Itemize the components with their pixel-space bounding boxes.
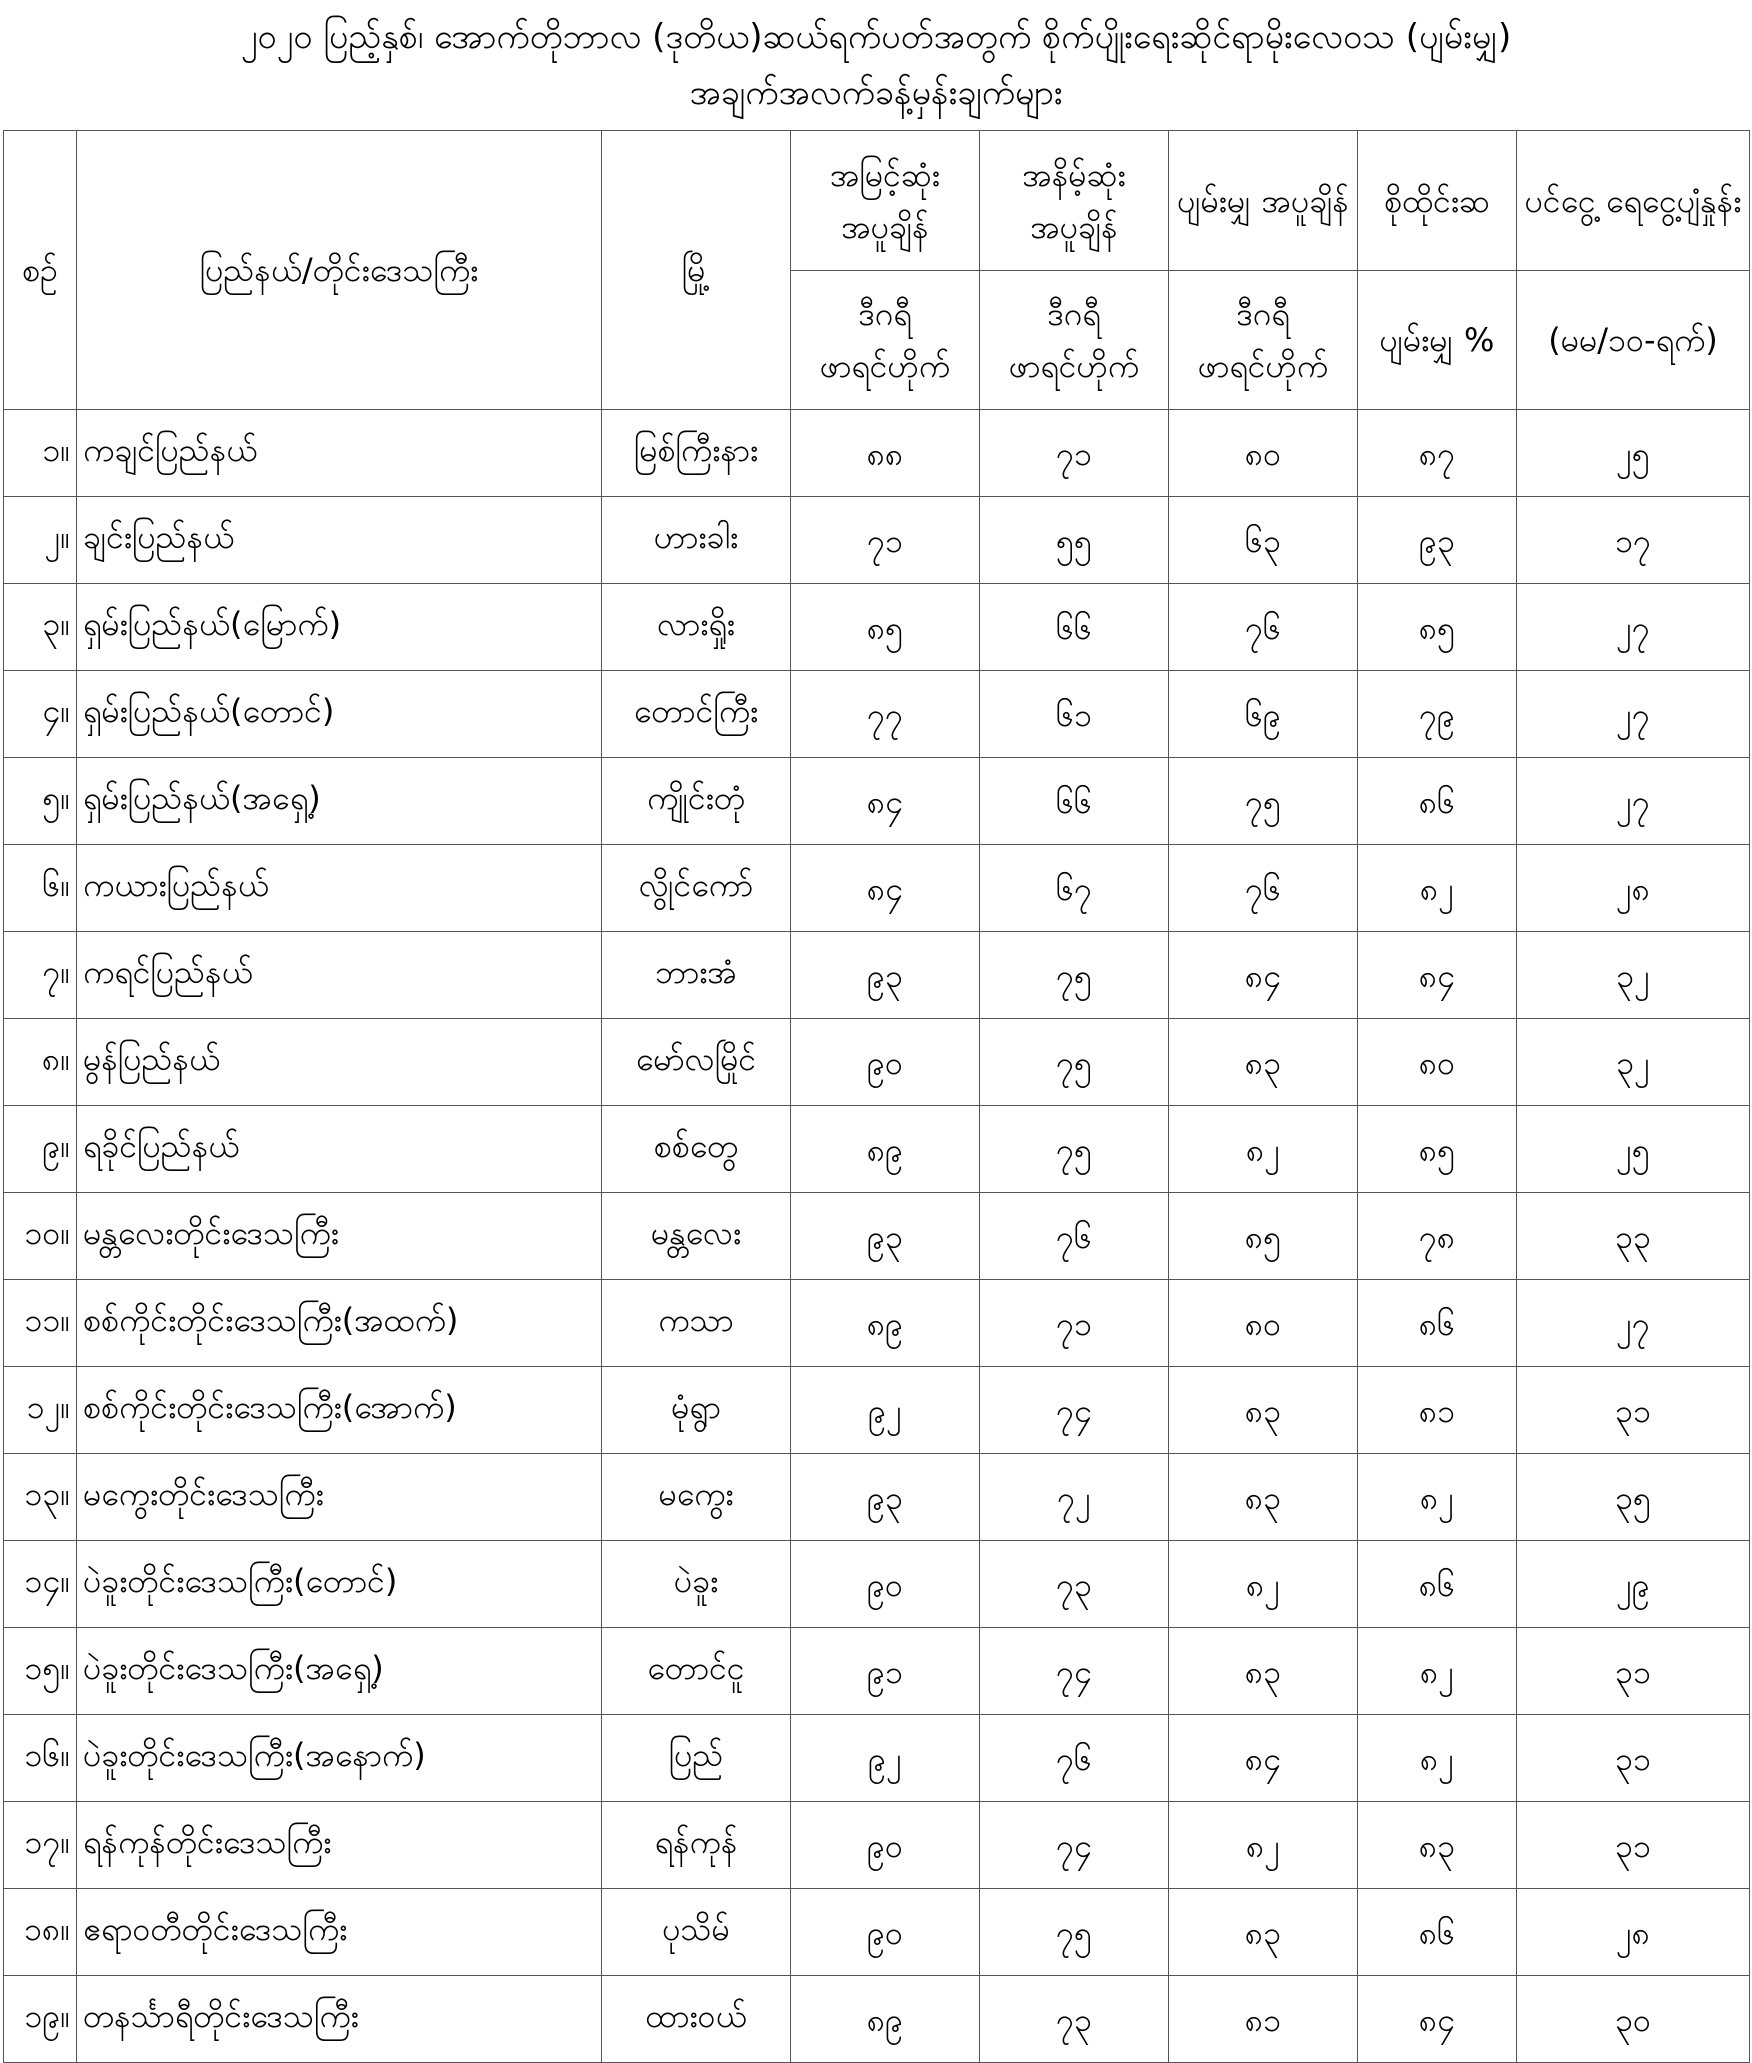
- avg-temp-cell: ၈၀: [1169, 410, 1358, 497]
- max-temp-cell: ၉၃: [791, 1193, 980, 1280]
- header-state: ပြည်နယ်/တိုင်းဒေသကြီး: [77, 131, 602, 410]
- document-title: ၂၀၂၀ ပြည့်နှစ်၊ အောက်တိုဘာလ (ဒုတိယ)ဆယ်ရက်ပတ်အတွက် စိုက်ပျိုးရေးဆိုင်ရာမိုးလေဝသ (ပျမ်းမျှ): [240, 17, 1512, 57]
- table-row: [4, 1541, 1750, 1628]
- evaporation-cell: ၃၀: [1517, 1976, 1750, 2063]
- row-number: ၁၆။: [4, 1715, 77, 1802]
- humidity-cell: ၈၆: [1358, 1889, 1517, 1976]
- table-row: [4, 845, 1750, 932]
- state-region-cell: ရခိုင်ပြည်နယ်: [77, 1106, 602, 1193]
- state-region-cell: မကွေးတိုင်းဒေသကြီး: [77, 1454, 602, 1541]
- humidity-cell: ၇၉: [1358, 671, 1517, 758]
- forecast-table: [3, 130, 1750, 2063]
- max-temp-cell: ၉၁: [791, 1628, 980, 1715]
- min-temp-cell: ၆၆: [980, 584, 1169, 671]
- evaporation-cell: ၃၅: [1517, 1454, 1750, 1541]
- evaporation-cell: ၂၈: [1517, 1889, 1750, 1976]
- max-temp-cell: ၈၈: [791, 410, 980, 497]
- humidity-cell: ၈၆: [1358, 1280, 1517, 1367]
- avg-temp-cell: ၇၆: [1169, 584, 1358, 671]
- unit-max-temp: ဒီဂရီ ဖာရင်ဟိုက်: [791, 271, 980, 410]
- evaporation-cell: ၃၁: [1517, 1802, 1750, 1889]
- min-temp-cell: ၇၆: [980, 1715, 1169, 1802]
- max-temp-cell: ၉၃: [791, 1454, 980, 1541]
- row-number: ၁၇။: [4, 1802, 77, 1889]
- town-cell: လားရှိုး: [602, 584, 791, 671]
- min-temp-cell: ၇၅: [980, 1889, 1169, 1976]
- town-cell: မုံရွာ: [602, 1367, 791, 1454]
- header-row: [4, 131, 1750, 271]
- evaporation-cell: ၂၇: [1517, 758, 1750, 845]
- row-number: ၈။: [4, 1019, 77, 1106]
- evaporation-cell: ၂၈: [1517, 845, 1750, 932]
- row-number: ၁၃။: [4, 1454, 77, 1541]
- town-cell: ထားဝယ်: [602, 1976, 791, 2063]
- state-region-cell: တနင်္သာရီတိုင်းဒေသကြီး: [77, 1976, 602, 2063]
- min-temp-cell: ၇၃: [980, 1976, 1169, 2063]
- header-avg-temp: ပျမ်းမျှ အပူချိန်: [1169, 131, 1358, 271]
- avg-temp-cell: ၈၃: [1169, 1628, 1358, 1715]
- humidity-cell: ၈၄: [1358, 932, 1517, 1019]
- unit-avg-temp: ဒီဂရီ ဖာရင်ဟိုက်: [1169, 271, 1358, 410]
- evaporation-cell: ၁၇: [1517, 497, 1750, 584]
- row-number: ၂။: [4, 497, 77, 584]
- town-cell: လွိုင်ကော်: [602, 845, 791, 932]
- town-cell: စစ်တွေ: [602, 1106, 791, 1193]
- humidity-cell: ၈၆: [1358, 1541, 1517, 1628]
- unit-humidity: ပျမ်းမျှ %: [1358, 271, 1517, 410]
- max-temp-cell: ၈၉: [791, 1976, 980, 2063]
- evaporation-cell: ၃၁: [1517, 1715, 1750, 1802]
- state-region-cell: မွန်ပြည်နယ်: [77, 1019, 602, 1106]
- town-cell: ပဲခူး: [602, 1541, 791, 1628]
- max-temp-cell: ၈၉: [791, 1280, 980, 1367]
- min-temp-cell: ၆၁: [980, 671, 1169, 758]
- state-region-cell: ပဲခူးတိုင်းဒေသကြီး(တောင်): [77, 1541, 602, 1628]
- min-temp-cell: ၅၅: [980, 497, 1169, 584]
- header-max-temp: အမြင့်ဆုံး အပူချိန်: [791, 131, 980, 271]
- avg-temp-cell: ၆၃: [1169, 497, 1358, 584]
- row-number: ၁၉။: [4, 1976, 77, 2063]
- avg-temp-cell: ၈၃: [1169, 1367, 1358, 1454]
- town-cell: တောင်ကြီး: [602, 671, 791, 758]
- evaporation-cell: ၃၂: [1517, 1019, 1750, 1106]
- evaporation-cell: ၃၁: [1517, 1628, 1750, 1715]
- state-region-cell: ချင်းပြည်နယ်: [77, 497, 602, 584]
- min-temp-cell: ၇၆: [980, 1193, 1169, 1280]
- max-temp-cell: ၉၀: [791, 1889, 980, 1976]
- avg-temp-cell: ၇၅: [1169, 758, 1358, 845]
- state-region-cell: ရှမ်းပြည်နယ်(အရှေ့): [77, 758, 602, 845]
- row-number: ၆။: [4, 845, 77, 932]
- state-region-cell: ရှမ်းပြည်နယ်(တောင်): [77, 671, 602, 758]
- row-number: ၁။: [4, 410, 77, 497]
- row-number: ၁၄။: [4, 1541, 77, 1628]
- town-cell: တောင်ငူ: [602, 1628, 791, 1715]
- state-region-cell: ဧရာဝတီတိုင်းဒေသကြီး: [77, 1889, 602, 1976]
- row-number: ၄။: [4, 671, 77, 758]
- min-temp-cell: ၇၄: [980, 1367, 1169, 1454]
- state-region-cell: မန္တလေးတိုင်းဒေသကြီး: [77, 1193, 602, 1280]
- table-row: [4, 1454, 1750, 1541]
- town-cell: ကျိုင်းတုံ: [602, 758, 791, 845]
- town-cell: မန္တလေး: [602, 1193, 791, 1280]
- avg-temp-cell: ၈၃: [1169, 1454, 1358, 1541]
- row-number: ၁၁။: [4, 1280, 77, 1367]
- avg-temp-cell: ၈၄: [1169, 1715, 1358, 1802]
- town-cell: ရန်ကုန်: [602, 1802, 791, 1889]
- max-temp-cell: ၉၀: [791, 1019, 980, 1106]
- table-row: [4, 497, 1750, 584]
- state-region-cell: ပဲခူးတိုင်းဒေသကြီး(အနောက်): [77, 1715, 602, 1802]
- avg-temp-cell: ၈၃: [1169, 1019, 1358, 1106]
- max-temp-cell: ၉၂: [791, 1715, 980, 1802]
- avg-temp-cell: ၇၆: [1169, 845, 1358, 932]
- row-number: ၁၂။: [4, 1367, 77, 1454]
- table-row: [4, 1628, 1750, 1715]
- header-town: မြို့: [602, 131, 791, 410]
- evaporation-cell: ၂၅: [1517, 1106, 1750, 1193]
- row-number: ၇။: [4, 932, 77, 1019]
- max-temp-cell: ၉၂: [791, 1367, 980, 1454]
- row-number: ၉။: [4, 1106, 77, 1193]
- avg-temp-cell: ၈၂: [1169, 1106, 1358, 1193]
- humidity-cell: ၈၄: [1358, 1976, 1517, 2063]
- min-temp-cell: ၆၇: [980, 845, 1169, 932]
- min-temp-cell: ၆၆: [980, 758, 1169, 845]
- state-region-cell: ပဲခူးတိုင်းဒေသကြီး(အရှေ့): [77, 1628, 602, 1715]
- table-row: [4, 1019, 1750, 1106]
- evaporation-cell: ၂၅: [1517, 410, 1750, 497]
- max-temp-cell: ၈၄: [791, 758, 980, 845]
- header-min-temp: အနိမ့်ဆုံး အပူချိန်: [980, 131, 1169, 271]
- max-temp-cell: ၇၁: [791, 497, 980, 584]
- max-temp-cell: ၉၀: [791, 1541, 980, 1628]
- table-row: [4, 1193, 1750, 1280]
- avg-temp-cell: ၈၂: [1169, 1802, 1358, 1889]
- avg-temp-cell: ၈၁: [1169, 1976, 1358, 2063]
- town-cell: ဟားခါး: [602, 497, 791, 584]
- table-row: [4, 671, 1750, 758]
- humidity-cell: ၈၆: [1358, 758, 1517, 845]
- min-temp-cell: ၇၅: [980, 1106, 1169, 1193]
- document-subtitle: အချက်အလက်ခန့်မှန်းချက်များ: [689, 73, 1063, 113]
- unit-min-temp: ဒီဂရီ ဖာရင်ဟိုက်: [980, 271, 1169, 410]
- table-row: [4, 1367, 1750, 1454]
- humidity-cell: ၈၁: [1358, 1367, 1517, 1454]
- table-row: [4, 1889, 1750, 1976]
- town-cell: မြစ်ကြီးနား: [602, 410, 791, 497]
- header-humidity: စိုထိုင်းဆ: [1358, 131, 1517, 271]
- min-temp-cell: ၇၄: [980, 1628, 1169, 1715]
- evaporation-cell: ၃၁: [1517, 1367, 1750, 1454]
- state-region-cell: စစ်ကိုင်းတိုင်းဒေသကြီး(အထက်): [77, 1280, 602, 1367]
- table-row: [4, 932, 1750, 1019]
- max-temp-cell: ၈၅: [791, 584, 980, 671]
- min-temp-cell: ၇၁: [980, 1280, 1169, 1367]
- row-number: ၅။: [4, 758, 77, 845]
- humidity-cell: ၈၂: [1358, 1715, 1517, 1802]
- min-temp-cell: ၇၃: [980, 1541, 1169, 1628]
- table-row: [4, 1802, 1750, 1889]
- unit-evaporation: (မမ/၁၀-ရက်): [1517, 271, 1750, 410]
- table-row: [4, 410, 1750, 497]
- avg-temp-cell: ၈၀: [1169, 1280, 1358, 1367]
- town-cell: ပြည်: [602, 1715, 791, 1802]
- table-row: [4, 758, 1750, 845]
- humidity-cell: ၈၀: [1358, 1019, 1517, 1106]
- max-temp-cell: ၉၀: [791, 1802, 980, 1889]
- max-temp-cell: ၇၇: [791, 671, 980, 758]
- avg-temp-cell: ၈၃: [1169, 1889, 1358, 1976]
- max-temp-cell: ၉၃: [791, 932, 980, 1019]
- town-cell: မကွေး: [602, 1454, 791, 1541]
- state-region-cell: ရှမ်းပြည်နယ်(မြောက်): [77, 584, 602, 671]
- min-temp-cell: ၇၅: [980, 1019, 1169, 1106]
- avg-temp-cell: ၈၅: [1169, 1193, 1358, 1280]
- table-row: [4, 1715, 1750, 1802]
- avg-temp-cell: ၆၉: [1169, 671, 1358, 758]
- evaporation-cell: ၂၇: [1517, 671, 1750, 758]
- row-number: ၁၀။: [4, 1193, 77, 1280]
- humidity-cell: ၈၅: [1358, 1106, 1517, 1193]
- max-temp-cell: ၈၉: [791, 1106, 980, 1193]
- humidity-cell: ၈၇: [1358, 410, 1517, 497]
- humidity-cell: ၉၃: [1358, 497, 1517, 584]
- table-row: [4, 1106, 1750, 1193]
- town-cell: ဘားအံ: [602, 932, 791, 1019]
- state-region-cell: ကယားပြည်နယ်: [77, 845, 602, 932]
- table-row: [4, 1976, 1750, 2063]
- town-cell: ပုသိမ်: [602, 1889, 791, 1976]
- evaporation-cell: ၃၃: [1517, 1193, 1750, 1280]
- min-temp-cell: ၇၁: [980, 410, 1169, 497]
- avg-temp-cell: ၈၂: [1169, 1541, 1358, 1628]
- humidity-cell: ၈၂: [1358, 1454, 1517, 1541]
- max-temp-cell: ၈၄: [791, 845, 980, 932]
- avg-temp-cell: ၈၄: [1169, 932, 1358, 1019]
- humidity-cell: ၈၃: [1358, 1802, 1517, 1889]
- min-temp-cell: ၇၅: [980, 932, 1169, 1019]
- humidity-cell: ၈၂: [1358, 1628, 1517, 1715]
- humidity-cell: ၇၈: [1358, 1193, 1517, 1280]
- table-row: [4, 1280, 1750, 1367]
- state-region-cell: ရန်ကုန်တိုင်းဒေသကြီး: [77, 1802, 602, 1889]
- state-region-cell: ကချင်ပြည်နယ်: [77, 410, 602, 497]
- header-no: စဉ်: [4, 131, 77, 410]
- min-temp-cell: ၇၄: [980, 1802, 1169, 1889]
- town-cell: မော်လမြိုင်: [602, 1019, 791, 1106]
- town-cell: ကသာ: [602, 1280, 791, 1367]
- evaporation-cell: ၃၂: [1517, 932, 1750, 1019]
- min-temp-cell: ၇၂: [980, 1454, 1169, 1541]
- row-number: ၁၅။: [4, 1628, 77, 1715]
- header-evaporation: ပင်ငွေ့ ရေငွေ့ပျံနှုန်း: [1517, 131, 1750, 271]
- state-region-cell: စစ်ကိုင်းတိုင်းဒေသကြီး(အောက်): [77, 1367, 602, 1454]
- evaporation-cell: ၂၇: [1517, 1280, 1750, 1367]
- row-number: ၃။: [4, 584, 77, 671]
- humidity-cell: ၈၂: [1358, 845, 1517, 932]
- state-region-cell: ကရင်ပြည်နယ်: [77, 932, 602, 1019]
- table-row: [4, 584, 1750, 671]
- evaporation-cell: ၂၇: [1517, 584, 1750, 671]
- evaporation-cell: ၂၉: [1517, 1541, 1750, 1628]
- row-number: ၁၈။: [4, 1889, 77, 1976]
- humidity-cell: ၈၅: [1358, 584, 1517, 671]
